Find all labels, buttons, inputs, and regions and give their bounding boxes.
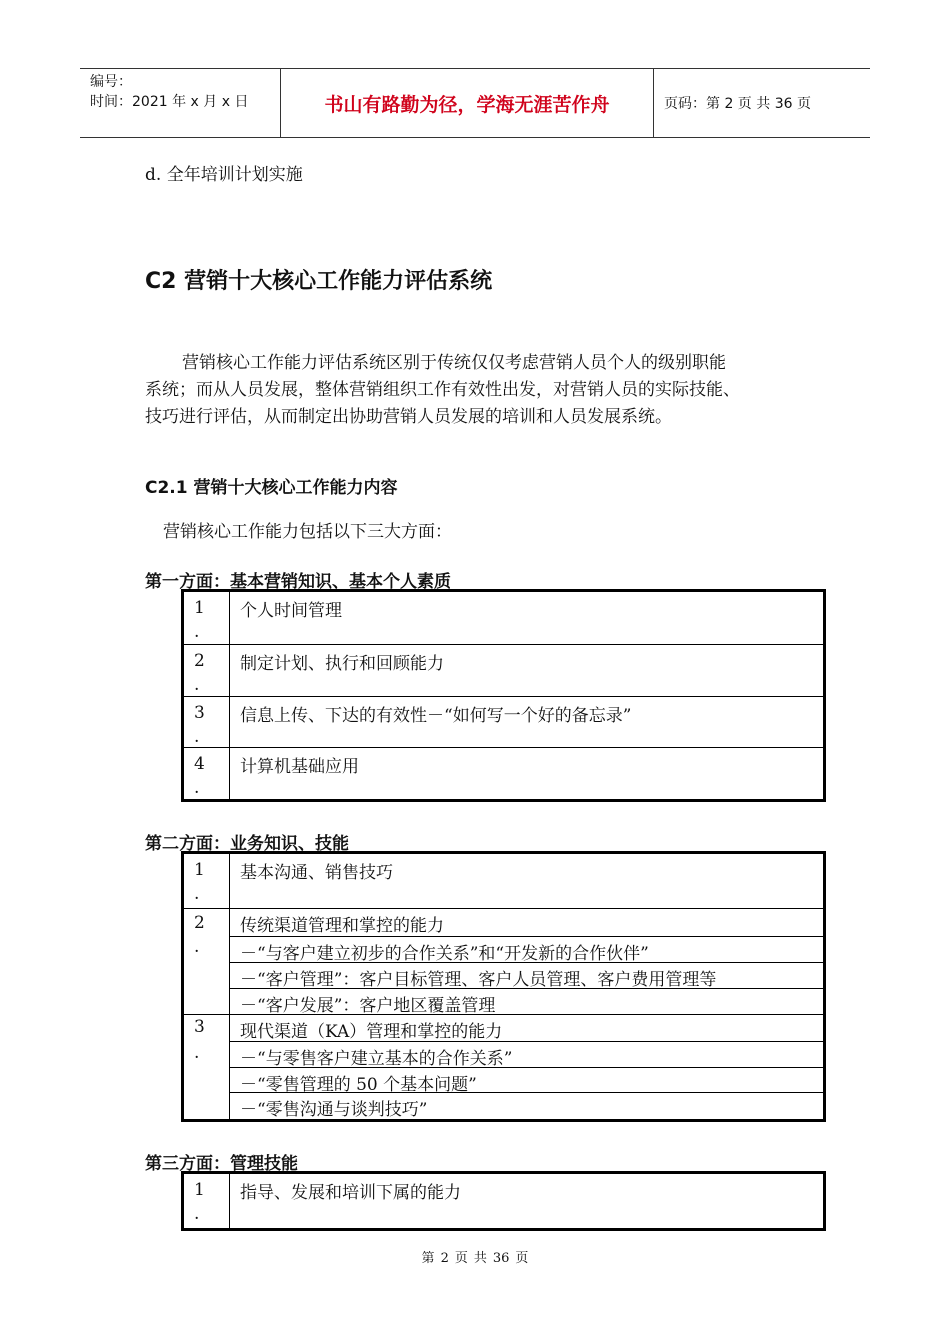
sub-item: －“零售管理的 50 个基本问题” [230, 1067, 823, 1094]
table-row [184, 697, 823, 748]
table-row [184, 854, 823, 909]
row-number: 1 . [184, 592, 230, 644]
footer-total-pages: 36 [492, 1251, 510, 1266]
table-row [184, 645, 823, 697]
row-number: 1 . [184, 854, 230, 908]
table-row [184, 1174, 823, 1228]
table-row [184, 592, 823, 645]
aspect2-table [181, 851, 826, 1122]
page-header [80, 68, 870, 138]
table-row [184, 1015, 823, 1119]
paragraph-line-1: 营销核心工作能力评估系统区别于传统仅仅考虑营销人员个人的级别职能 [182, 353, 726, 373]
aspect1-table [181, 589, 826, 802]
paragraph-line-2: 系统；而从人员发展，整体营销组织工作有效性出发，对营销人员的实际技能、 [145, 380, 740, 400]
row-text: 计算机基础应用 [240, 757, 359, 777]
aspect3-table [181, 1171, 826, 1231]
subsection-intro: 营销核心工作能力包括以下三大方面： [163, 522, 452, 542]
sub-item: －“客户发展”：客户地区覆盖管理 [230, 988, 823, 1015]
row-number: 2 . [184, 909, 230, 1014]
header-motto: 书山有路勤为径，学海无涯苦作舟 [281, 69, 654, 137]
row-text: 现代渠道（KA）管理和掌控的能力 [240, 1022, 503, 1042]
aspect2-title: 第二方面：业务知识、技能 [145, 834, 349, 854]
header-page-info: 页码：第 2 页 共 36 页 [664, 96, 811, 112]
paragraph-line-3: 技巧进行评估，从而制定出协助营销人员发展的培训和人员发展系统。 [145, 407, 672, 427]
table-row [184, 748, 823, 799]
number-label: 编号： [90, 74, 132, 90]
row-number: 1 . [184, 1174, 230, 1228]
sub-item: －“与客户建立初步的合作关系”和“开发新的合作伙伴” [230, 936, 823, 963]
row-text: 信息上传、下达的有效性－“如何写一个好的备忘录” [240, 706, 632, 726]
row-number: 3 . [184, 697, 230, 747]
sub-item: －“零售沟通与谈判技巧” [230, 1092, 823, 1119]
row-number: 4 . [184, 748, 230, 799]
row-text: 指导、发展和培训下属的能力 [240, 1183, 461, 1203]
header-meta [80, 69, 281, 137]
aspect3-title: 第三方面：管理技能 [145, 1154, 298, 1174]
row-text: 个人时间管理 [240, 601, 342, 621]
row-text: 传统渠道管理和掌控的能力 [240, 916, 444, 936]
time-label: 时间：2021 年 x 月 x 日 [90, 94, 249, 110]
subsection-title: C2.1 营销十大核心工作能力内容 [145, 478, 398, 498]
row-number: 3 . [184, 1015, 230, 1119]
row-number: 2 . [184, 645, 230, 696]
sub-item: －“与零售客户建立基本的合作关系” [230, 1041, 823, 1068]
intro-item: d. 全年培训计划实施 [145, 165, 303, 185]
table-row [184, 909, 823, 1015]
section-title: C2 营销十大核心工作能力评估系统 [145, 269, 493, 294]
aspect1-title: 第一方面：基本营销知识、基本个人素质 [145, 572, 451, 592]
page-footer: 第 2 页 共 36 页 [421, 1251, 529, 1266]
sub-item: －“客户管理”：客户目标管理、客户人员管理、客户费用管理等 [230, 962, 823, 989]
row-text: 制定计划、执行和回顾能力 [240, 654, 444, 674]
footer-page-number: 2 [440, 1251, 449, 1266]
row-text: 基本沟通、销售技巧 [240, 863, 393, 883]
